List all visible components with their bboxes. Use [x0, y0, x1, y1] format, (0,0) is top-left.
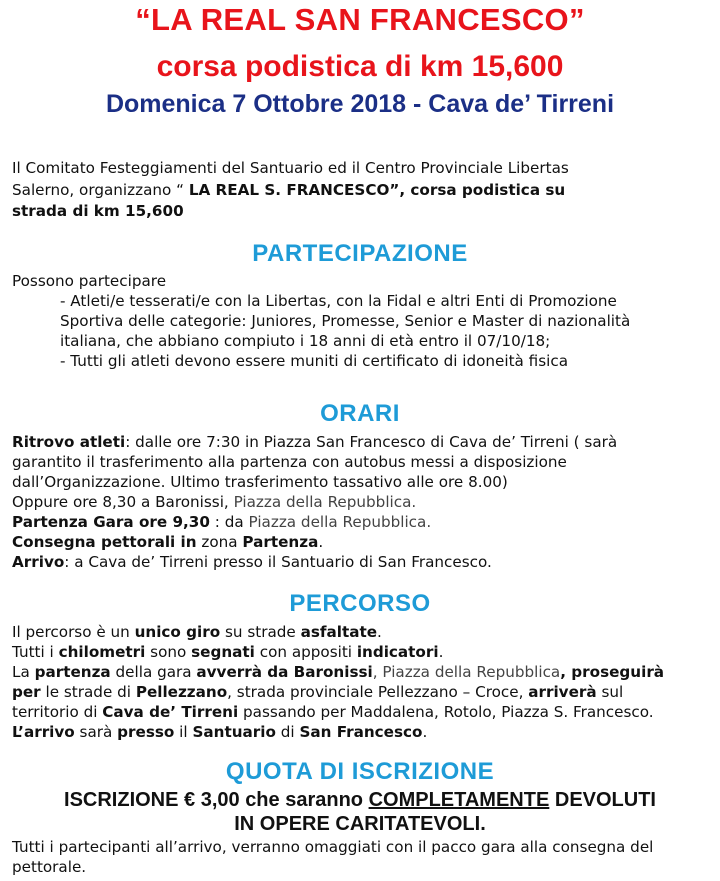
- orari-consegna-line: [12, 532, 712, 552]
- text-run: ISCRIZIONE € 3,00 che saranno: [64, 789, 369, 811]
- text-run: , strada provinciale Pellezzano – Croce,: [227, 683, 529, 701]
- bold-run: Pellezzano: [135, 683, 228, 701]
- bold-run: partenza: [34, 663, 111, 681]
- underlined-run: COMPLETAMENTE: [368, 789, 550, 811]
- partecipazione-item-1-line-3: italiana, che abbiano compiuto i 18 anni di età entro il 07/10/18;: [60, 332, 551, 350]
- text-run: .: [422, 723, 428, 741]
- consegna-text: zona: [196, 533, 243, 551]
- text-run: sarà: [74, 723, 118, 741]
- section-heading-quota: QUOTA DI ISCRIZIONE: [225, 758, 495, 785]
- orari-ritrovo-line-3: dall’Organizzazione. Ultimo trasferimento tassativo alle ore 8.00): [12, 473, 508, 491]
- bold-run: proseguirà: [571, 663, 665, 681]
- quota-line-1: [0, 788, 720, 813]
- oppure-place: Piazza della Repubblica.: [233, 493, 417, 511]
- oppure-text: Oppure ore 8,30 a Baronissi,: [12, 493, 234, 511]
- bold-run: presso: [117, 723, 175, 741]
- section-heading-percorso: PERCORSO: [289, 590, 431, 617]
- section-heading-orari: ORARI: [320, 400, 400, 427]
- consegna-end: .: [318, 533, 324, 551]
- consegna-place: Partenza: [242, 533, 319, 551]
- bold-run: ,: [560, 663, 572, 681]
- text-run: di: [275, 723, 300, 741]
- partenza-label: Partenza Gara ore 9,30: [12, 513, 210, 531]
- orari-ritrovo-line-2: garantito il trasferimento alla partenza con autobus messi a disposizione: [12, 453, 567, 471]
- bold-run: San Francesco: [299, 723, 423, 741]
- text-run: le strade di: [40, 683, 136, 701]
- partecipazione-item-2: - Tutti gli atleti devono essere muniti di certificato di idoneità fisica: [60, 352, 569, 370]
- bold-run: per: [12, 683, 41, 701]
- text-run: su strade: [220, 623, 301, 641]
- bold-run: unico giro: [134, 623, 221, 641]
- percorso-line-1: [12, 622, 712, 642]
- text-run: con appositi: [254, 643, 357, 661]
- text-run: .: [438, 643, 444, 661]
- text-run: sono: [145, 643, 192, 661]
- partecipazione-item-1-line-2: Sportiva delle categorie: Juniores, Promesse, Senior e Master di nazionalità: [60, 312, 631, 330]
- arrivo-text: : a Cava de’ Tirreni presso il Santuario di San Francesco.: [64, 553, 492, 571]
- bold-run: arriverà: [528, 683, 597, 701]
- arrivo-label: Arrivo: [12, 553, 65, 571]
- text-run: sul: [596, 683, 624, 701]
- page-subtitle: corsa podistica di km 15,600: [156, 50, 564, 83]
- orari-partenza-line: [12, 512, 712, 532]
- intro-line-2: [12, 180, 712, 200]
- partenza-place: Piazza della Repubblica.: [248, 513, 432, 531]
- text-run: passando per Maddalena, Rotolo, Piazza S. Francesco.: [238, 703, 654, 721]
- percorso-line-5: [12, 702, 712, 722]
- partenza-text: : da: [209, 513, 249, 531]
- orari-ritrovo-line-1: [12, 432, 712, 452]
- orari-oppure-line: [12, 492, 712, 512]
- text-run: DEVOLUTI: [549, 789, 656, 811]
- percorso-line-2: [12, 642, 712, 662]
- bold-run: indicatori: [356, 643, 439, 661]
- bold-run: chilometri: [58, 643, 146, 661]
- bold-run: L’arrivo: [12, 723, 75, 741]
- intro-bold-text: LA REAL S. FRANCESCO”, corsa podistica su: [188, 181, 566, 199]
- intro-text: Salerno, organizzano “: [12, 181, 189, 199]
- percorso-line-6: [12, 722, 712, 742]
- text-run: il: [174, 723, 193, 741]
- text-run: Il percorso è un: [12, 623, 135, 641]
- place-run: , Piazza della Repubblica: [372, 663, 561, 681]
- text-run: .: [377, 623, 382, 641]
- page-title: “LA REAL SAN FRANCESCO”: [135, 2, 585, 37]
- text-run: della gara: [110, 663, 197, 681]
- bold-run: avverrà da Baronissi: [196, 663, 373, 681]
- intro-line-3: strada di km 15,600: [12, 202, 184, 220]
- ritrovo-text: : dalle ore 7:30 in Piazza San Francesco di Cava de’ Tirreni ( sarà: [125, 433, 618, 451]
- partecipazione-lead: Possono partecipare: [12, 272, 167, 290]
- quota-note-line-1: Tutti i partecipanti all’arrivo, verranno omaggiati con il pacco gara alla consegna del: [12, 838, 654, 856]
- text-run: La: [12, 663, 35, 681]
- text-run: Tutti i: [12, 643, 59, 661]
- partecipazione-item-1-line-1: - Atleti/e tesserati/e con la Libertas, con la Fidal e altri Enti di Promozione: [60, 292, 617, 310]
- percorso-line-4: [12, 682, 712, 702]
- ritrovo-label: Ritrovo atleti: [12, 433, 126, 451]
- quota-note-line-2: pettorale.: [12, 858, 87, 876]
- intro-line-1: Il Comitato Festeggiamenti del Santuario ed il Centro Provinciale Libertas: [12, 159, 569, 177]
- section-heading-partecipazione: PARTECIPAZIONE: [252, 240, 468, 267]
- bold-run: asfaltate: [300, 623, 378, 641]
- event-date-line: Domenica 7 Ottobre 2018 - Cava de’ Tirreni: [105, 90, 615, 118]
- percorso-line-3: [12, 662, 712, 682]
- text-run: territorio di: [12, 703, 103, 721]
- bold-run: segnati: [191, 643, 255, 661]
- bold-run: Cava de’ Tirreni: [102, 703, 239, 721]
- consegna-label: Consegna pettorali in: [12, 533, 197, 551]
- orari-arrivo-line: [12, 552, 712, 572]
- quota-line-2: IN OPERE CARITATEVOLI.: [234, 813, 486, 835]
- bold-run: Santuario: [192, 723, 276, 741]
